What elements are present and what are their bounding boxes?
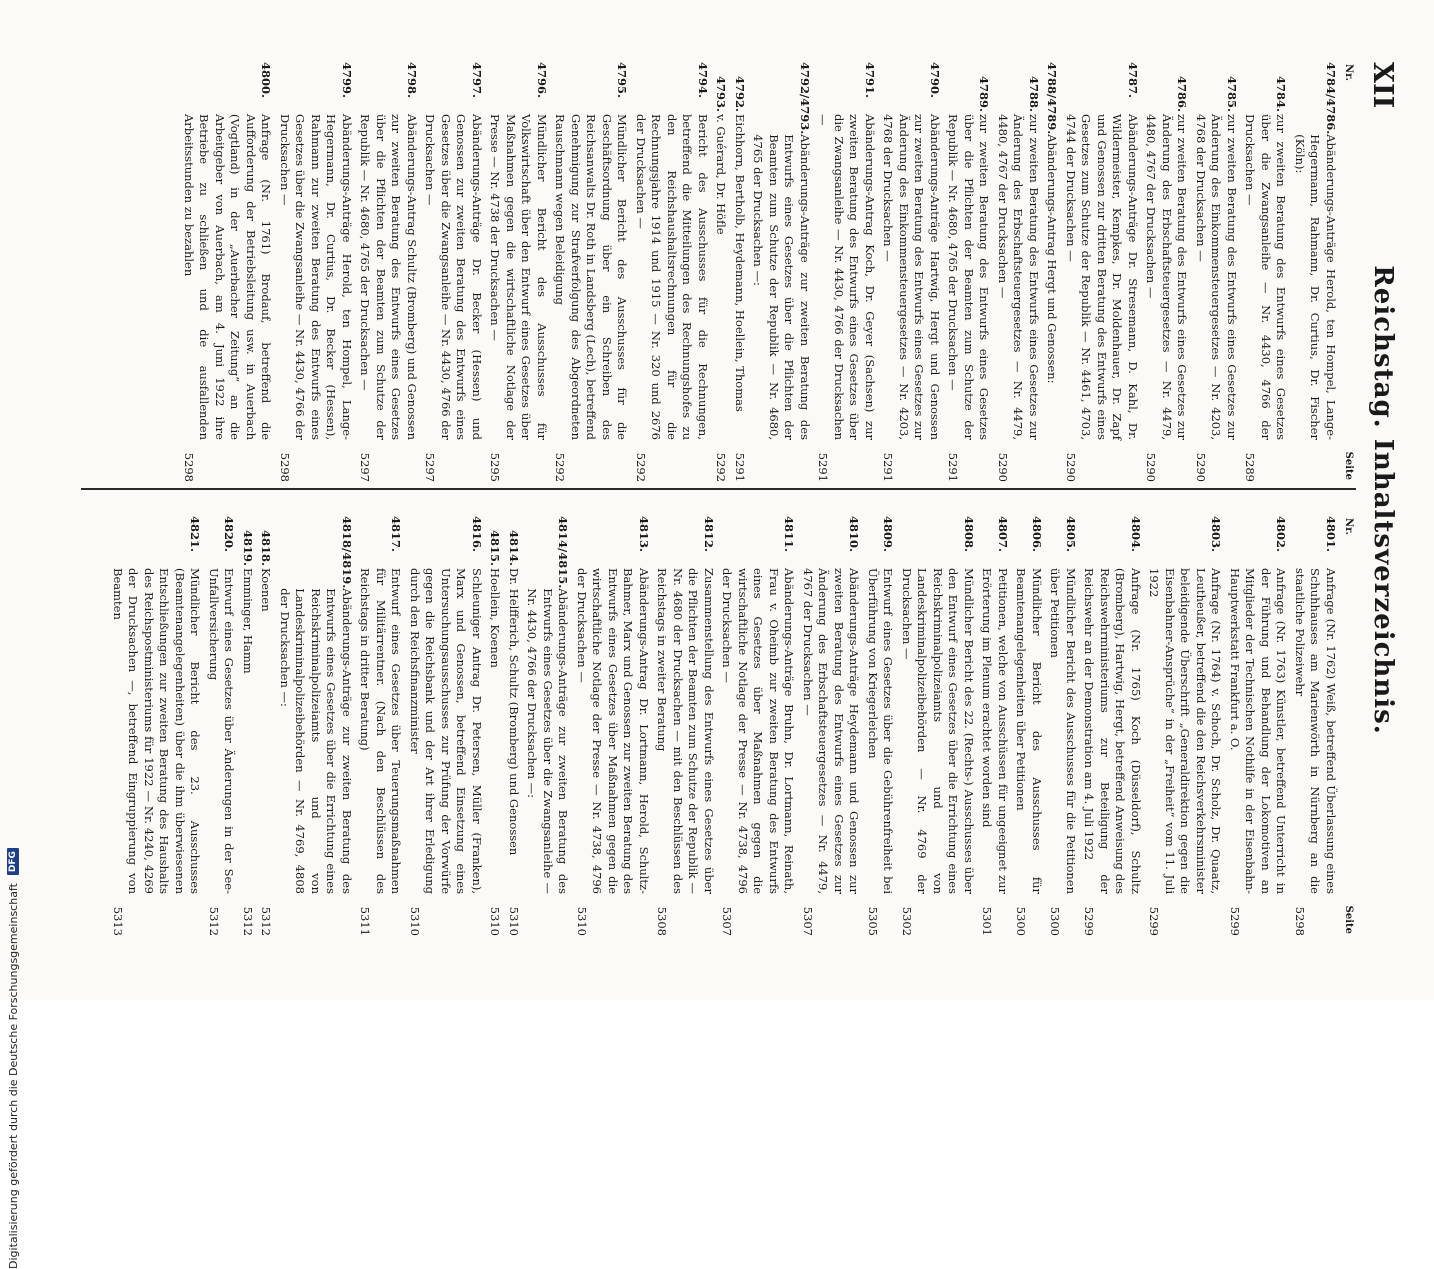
entry-number: 4816. [470, 516, 484, 553]
index-entry [800, 516, 862, 936]
entry-page: 5292 [553, 452, 568, 482]
entry-number: 4805. [1064, 516, 1078, 553]
index-entry [1292, 62, 1339, 482]
index-entry [357, 516, 404, 936]
index-entry [1292, 516, 1339, 936]
entry-page: 5307 [720, 906, 735, 936]
right-column [86, 516, 1354, 936]
index-entry [181, 62, 274, 482]
entry-text: Entwurf eines Gesetzes über Teuerungsmaßnahmen für Militärrentner. (Nach den Beschlüssen des Reichstags in dritter Beratung) [358, 568, 404, 894]
index-entry [899, 516, 977, 936]
entry-page: 5310 [575, 906, 589, 936]
index-entry [1146, 516, 1224, 936]
entry-text: Abänderungs-Anträge Heydemann und Genossen zur zweiten Beratung des Entwurfs eines Gesetzes zur Änderung des Erbschaftsteuergesetzes — Nr. 4479, 4767 der Drucksachen — [801, 568, 862, 894]
entry-text: zur zweiten Beratung des Entwurfs eines Gesetzes über die Zwangsanleihe — Nr. 4430, 4766 der Drucksachen — [1243, 114, 1289, 440]
index-entry [574, 516, 652, 936]
index-entry [1193, 76, 1240, 482]
entry-text: Anfrage (Nr. 1761) Brodauf, betreffend die Aufforderung der Betriebsleitung usw. in Auerbach (Vogtland) in der „Auerbacher Zeitung“ an die Arbeitgeber von Auerbach, am 4. Juni 1922 ihre Betriebe zu schließen und die ausfallenden Arbeitsstunden zu bezahlen [182, 114, 274, 440]
entry-page: 5312 [241, 906, 255, 936]
entry-text: Abänderungs-Antrag Hergt und Genossen: [1045, 134, 1060, 384]
index-entry [407, 516, 485, 936]
entry-text: Abänderungs-Anträge zur zweiten Beratung des Entwurfs eines Gesetzes über die Pflichten der Beamten zum Schutze der Republik — Nr. 4680, 4765 der Drucksachen —: [751, 134, 812, 440]
entry-text: Abänderungs-Anträge Dr. Becker (Hessen) und Genossen zur zweiten Beratung des Entwurfs eines Gesetzes über die Zwangsanleihe — Nr. 4430, 4766 der Drucksachen — [423, 114, 484, 440]
entry-number: 4795. [615, 62, 630, 99]
entry-text: Abänderungs-Anträge Herold, ten Hompel, Lange-Hegermann, Rahmann, Dr. Curtius, Dr. Fischer (Köln): [1293, 134, 1338, 440]
entry-text: Bericht des Ausschusses für die Rechnungen, betreffend die Mitteilungen des Rechnungshofes zu den Reichshaushaltsrechnungen für die Rechnungsjahre 1914 und 1915 — Nr. 320 und 2676 der Drucksachen — [634, 114, 710, 440]
entry-text: Entwurf eines Gesetzes über die Gebührenfreiheit bei Überführung von Kriegerleichen [866, 568, 896, 894]
entry-page: 5313 [111, 906, 125, 936]
entry-page: 5290 [1194, 452, 1208, 482]
entry-page: 5300 [1014, 906, 1029, 936]
entry-page: 5311 [358, 906, 373, 936]
seite-label: Seite [1343, 451, 1354, 480]
entry-page: 5308 [655, 906, 670, 936]
entry-text: Abänderungs-Anträge zur zweiten Beratung des Entwurfs eines Gesetzes über die Errichtung eines Reichskriminalpolizeiamts und von Landeskriminalpolizeibehörden — Nr. 4769, 4808 der Drucksachen —: [278, 588, 354, 894]
entry-text: Abänderungs-Anträge Bruhn, Dr. Lortmann, Reinath, Frau v. Oheimb zur zweiten Beratung des Entwurfs eines Gesetzes über Maßnahmen gegen die wirtschaftliche Notlage der Presse — Nr. 4738, 4796 der Drucksachen — [720, 568, 797, 894]
entry-number: 4810. [847, 516, 862, 553]
entry-text: Entwurf eines Gesetzes über Änderungen in der See-Unfallversicherung [207, 568, 237, 894]
right-entry-list [110, 516, 1339, 936]
left-entry-list [181, 62, 1339, 482]
entry-text: v. Guérard, Dr. Höfle [714, 114, 729, 235]
index-entry [1143, 76, 1190, 482]
page-number: XII [1367, 62, 1398, 109]
index-entry [1047, 516, 1078, 936]
entry-text: Abänderungs-Anträge Dr. Stresemann, D. Kahl, Dr. Wildermeister, Kempkes, Dr. Moldenhauer, Dr. Zapf und Genossen zur dritten Beratung des Entwurfs eines Gesetzes zum Schutze der Republik — Nr. 4461, 4703, 4744 der Drucksachen — [1064, 114, 1140, 440]
entry-number: 4818. [259, 530, 274, 567]
entry-number: 4793. [714, 76, 729, 113]
entry-text: Abänderungs-Antrag Koch, Dr. Geyer (Sachsen) zur zweiten Beratung des Entwurfs eines Gesetzes über die Zwangsanleihe — Nr. 4430, 4766 der Drucksachen — [816, 114, 877, 440]
entry-number: 4790. [928, 62, 942, 99]
index-entry [1013, 516, 1044, 936]
entry-page: 5299 [1082, 906, 1097, 936]
entry-text: Mündlicher Bericht des Ausschusses für die Geschäftsordnung über ein Schreiben des Reichsanwalts Dr. Roth in Landsberg (Lech), betreffend Genehmigung zur Strafverfolgung des Abgeordneten Rauschmann wegen Beleidigung [553, 114, 630, 440]
entry-text: Emminger, Hamm [241, 568, 255, 674]
index-entry [206, 516, 237, 936]
entry-number: 4796. [535, 62, 549, 99]
index-entry [1044, 62, 1060, 482]
index-entry [110, 516, 203, 936]
entry-page: 5292 [714, 452, 729, 482]
entry-number: 4817. [389, 516, 404, 553]
entry-page: 5305 [866, 906, 880, 936]
entry-page: 5310 [488, 906, 503, 936]
index-entry [1063, 62, 1141, 482]
entry-text: zur zweiten Beratung des Entwurfs eines Gesetzes zur Änderung des Erbschaftsteuergesetzes — Nr. 4479, 4480, 4767 der Drucksachen — [1144, 114, 1190, 440]
entry-text: Abänderungs-Antrag Schultz (Bromberg) und Genossen zur zweiten Beratung des Entwurfs eines Gesetzes über die Pflichten der Beamten zum Schutze der Republik — Nr. 4680, 4765 der Drucksachen — [358, 114, 419, 441]
left-column [86, 62, 1354, 482]
entry-number: 4821. [188, 516, 203, 553]
entry-number: 4819. [241, 530, 255, 567]
index-entry [732, 76, 748, 482]
index-entry [654, 516, 716, 936]
entry-page: 5298 [1293, 906, 1307, 936]
index-entry [487, 530, 503, 936]
entry-number: 4812. [702, 516, 716, 553]
entry-number: 4820. [222, 516, 237, 553]
entry-text: zur zweiten Beratung des Entwurfs eines Gesetzes zur Änderung des Erbschaftsteuergesetzes — Nr. 4479, 4480, 4767 der Drucksachen — [996, 114, 1041, 440]
entry-number: 4803. [1209, 516, 1224, 553]
entry-text: Mündlicher Bericht des Ausschusses für Beamtenangelegenheiten über Petitionen [1014, 568, 1044, 894]
entry-page: 5298 [278, 452, 292, 482]
entry-number: 4792. [733, 76, 747, 113]
entry-page: 5291 [881, 452, 896, 482]
entry-number: 4798. [405, 62, 419, 99]
entry-text: Abänderungs-Antrag Dr. Lortmann, Herold, Schultz-Bahmer, Marx und Genossen zur zweiten Beratung des Entwurfs eines Gesetzes über Maßnahmen gegen die wirtschaftliche Notlage der Presse — Nr. 4738, 4796 der Drucksachen — [575, 568, 651, 894]
entry-page: 5292 [634, 452, 648, 482]
entry-text: Dr. Helfferich, Schultz (Bromberg) und Genossen [507, 568, 521, 856]
entry-text: zur zweiten Beratung des Entwurfs eines Gesetzes über die Pflichten der Beamten zum Schutze der Republik — Nr. 4680, 4765 der Drucksachen — [946, 114, 992, 440]
nr-label: Nr. [1343, 64, 1354, 81]
index-entry [750, 62, 812, 482]
entry-page: 5312 [259, 906, 274, 936]
column-header [1338, 516, 1354, 936]
dfg-logo: DFG [7, 848, 19, 875]
entry-text: Abänderungs-Anträge zur zweiten Beratung des Entwurfs eines Gesetzes über die Zwangsanleihe — Nr. 4430, 4766 der Drucksachen —: [525, 588, 571, 894]
index-entry [945, 76, 992, 482]
entry-page: 5301 [980, 906, 995, 936]
entry-number: 4791. [863, 62, 877, 99]
entry-page: 5307 [801, 906, 815, 936]
entry-number: 4788. [1027, 76, 1041, 113]
entry-page: 5291 [733, 452, 747, 482]
entry-text: Eichhorn, Bertholb, Heydemann, Hoellein, Thomas [733, 114, 747, 412]
entry-text: Mündlicher Bericht des 22. (Rechts-) Ausschusses über den Entwurf eines Gesetzes über die Errichtung eines Reichskriminalpolizeiamts und von Landeskriminalpolizeibehörden — Nr. 4769 der Drucksachen — [900, 568, 976, 894]
index-entry [422, 62, 484, 482]
index-entry [1242, 76, 1289, 482]
entry-page: 5291 [946, 452, 961, 482]
entry-number: 4818/4819. [340, 516, 354, 589]
entry-number: 4813. [637, 516, 651, 553]
entry-page: 5299 [1147, 906, 1162, 936]
entry-number: 4784. [1274, 76, 1289, 113]
entry-number: 4800. [259, 62, 274, 99]
entry-number: 4815. [488, 530, 503, 567]
entry-number: 4784/4786. [1324, 62, 1338, 135]
entry-page: 5290 [1064, 452, 1078, 482]
entry-number: 4792/4793. [798, 62, 812, 135]
entry-text: Anfrage (Nr. 1764) v. Schoch, Dr. Scholz, Dr. Quaatz, Leutheußer, betreffend die den Reichsverkehrsminister beleidigende Überschrift „Generaldirektion gegen die Eisenbahner-Ansprüche“ in der „Freiheit“ vom 11. Juli 1922 [1147, 568, 1224, 894]
entry-text: Schleuniger Antrag Dr. Petersen, Müller (Franken), Marx und Genossen, betreffend Einsetzung eines Untersuchungsausschusses zur Prüfung der Vorwürfe gegen die Reichsbank und der Art ihrer Erledigung durch den Reichsfinanzminister [408, 568, 484, 894]
entry-number: 4797. [470, 62, 484, 99]
entry-number: 4788/4789. [1045, 62, 1060, 135]
index-entry [524, 516, 571, 936]
index-entry [277, 62, 355, 482]
column-divider [81, 488, 1356, 490]
index-entry [865, 516, 896, 936]
entry-text: zur zweiten Beratung des Entwurfs eines Gesetzes zur Änderung des Einkommensteuergesetzes — Nr. 4203, 4768 der Drucksachen — [1194, 114, 1239, 440]
entry-page: 5298 [182, 452, 196, 482]
entry-number: 4787. [1126, 62, 1140, 99]
entry-page: 5310 [507, 906, 521, 936]
entry-number: 4806. [1030, 516, 1044, 553]
entry-number: 4789. [977, 76, 992, 113]
entry-text: Anfrage (Nr. 1765) Koch (Düsseldorf), Schultz (Bromberg), Hartwig, Hergt, betreffend Anweisung des Reichswehrministeriums zur Beteiligung der Reichswehr an der Demonstration am 4. Juli 1922 [1082, 568, 1143, 894]
entry-number: 4801. [1324, 516, 1338, 553]
index-entry [633, 62, 711, 482]
entry-page: 5295 [488, 452, 503, 482]
entry-text: Petitionen, welche von Ausschüssen für ungeeignet zur Erörterung im Plenum erachtet worden sind [980, 568, 1010, 894]
entry-page: 5290 [996, 452, 1010, 482]
entry-text: Abänderungs-Anträge Hartwig, Hergt und Genossen zur zweiten Beratung des Entwurfs eines Gesetzes zur Änderung des Einkommensteuergesetzes — Nr. 4203, 4768 der Drucksachen — [881, 114, 942, 440]
page-header [1358, 62, 1398, 938]
index-entry [506, 530, 522, 936]
entry-number: 4814. [507, 530, 521, 567]
index-entry [719, 516, 797, 936]
index-entry [258, 530, 274, 936]
entry-number: 4804. [1129, 516, 1143, 553]
index-entry [1081, 516, 1143, 936]
index-entry [880, 62, 942, 482]
index-entry [277, 516, 355, 936]
entry-page: 5299 [1228, 906, 1242, 936]
entry-page: 5297 [423, 452, 438, 482]
entry-page: 5310 [408, 906, 422, 936]
index-entry [979, 516, 1010, 936]
index-entry [815, 62, 877, 482]
column-header [1338, 62, 1354, 482]
index-entry [713, 76, 729, 482]
index-entry [1227, 516, 1289, 936]
entry-number: 4799. [340, 62, 354, 99]
entry-text: Mündlicher Bericht des Ausschusses für Volkswirtschaft über den Entwurf eines Gesetzes über Maßnahmen gegen die wirtschaftliche Notlage der Presse — Nr. 4738 der Drucksachen — [488, 114, 549, 440]
entry-page: 5290 [1144, 452, 1159, 482]
page-title: Reichstag. Inhaltsverzeichnis. [1368, 265, 1398, 735]
entry-page: 5291 [816, 452, 831, 482]
entry-page: 5312 [207, 906, 221, 936]
entry-page: 5300 [1048, 906, 1063, 936]
seite-label: Seite [1343, 905, 1354, 934]
credit-text: Digitalisierung gefördert durch die Deutsche Forschungsgemeinschaft [6, 883, 20, 1269]
index-entry [357, 62, 419, 482]
entry-number: 4814/4815. [556, 516, 571, 589]
entry-text: Mündlicher Bericht des Ausschusses für die Petitionen über Petitionen [1048, 568, 1078, 894]
entry-text: Anfrage (Nr. 1763) Künstler, betreffend Unterricht in der Führung und Behandlung der Lokomotiven an Mitglieder der Technischen Nothilfe in der Eisenbahn-Hauptwerkstatt Frankfurt a. O. [1228, 568, 1289, 894]
entry-number: 4808. [962, 516, 976, 553]
entry-number: 4811. [782, 516, 797, 553]
entry-text: Anfrage (Nr. 1762) Weiß, betreffend Überlassung eines Schuhhauses am Marienwörth in Nürnberg an die staatliche Polizeiwehr [1293, 568, 1338, 894]
entry-text: Zusammenstellung des Entwurfs eines Gesetzes über die Pflichten der Beamten zum Schutze der Republik — Nr. 4680 der Drucksachen — mit den Beschlüssen des Reichstags in zweiter Beratung [655, 568, 716, 894]
entry-number: 4802. [1274, 516, 1289, 553]
nr-label: Nr. [1343, 518, 1354, 535]
entry-number: 4785. [1225, 76, 1239, 113]
entry-text: Hoellein, Koenen [488, 568, 503, 668]
entry-number: 4786. [1175, 76, 1190, 113]
entry-page: 5297 [358, 452, 373, 482]
entry-text: Koenen [259, 568, 274, 612]
entry-number: 4794. [696, 62, 710, 99]
index-entry [487, 62, 549, 482]
index-entry [552, 62, 630, 482]
index-entry [240, 530, 256, 936]
entry-page: 5289 [1243, 452, 1258, 482]
entry-number: 4809. [881, 516, 896, 553]
entry-number: 4807. [996, 516, 1010, 553]
entry-text: Abänderungs-Anträge Herold, ten Hompel, Lange-Hegermann, Dr. Curtius, Dr. Becker (Hessen), Rahmann zur zweiten Beratung des Entwurfs eines Gesetzes über die Zwangsanleihe — Nr. 4430, 4766 der Drucksachen — [278, 114, 354, 440]
entry-text: Mündlicher Bericht des 23. Ausschusses (Beamtenangelegenheiten) über die ihm überwiesenen Entschließungen zur zweiten Beratung des Haushalts des Reichspostministeriums für 1922 — Nr. 4240, 4269 der Drucksachen —, betreffend Eingruppierung von Beamten [111, 568, 203, 894]
entry-page: 5302 [900, 906, 914, 936]
index-entry [995, 76, 1042, 482]
